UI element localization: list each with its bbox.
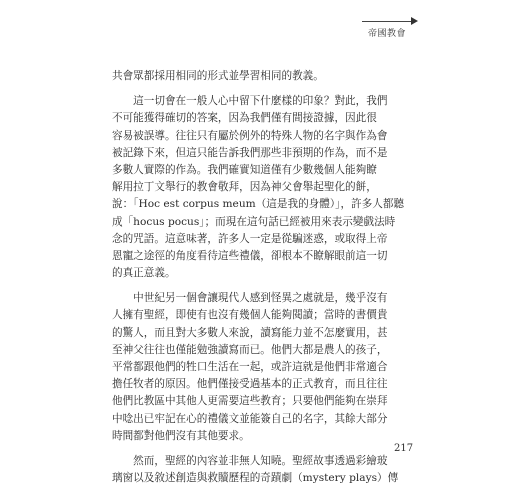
running-head-rule: [362, 21, 412, 22]
page-number: 217: [394, 443, 414, 454]
text-line: 解用拉丁文舉行的教會敬拜，因為神父會舉起聖化的餅，: [112, 181, 377, 194]
text-line: 念的咒語。這意味著，許多人一定是從騙迷惑，或取得上帝: [112, 232, 388, 245]
text-line: 中世紀另一個會讓現代人感到怪異之處就是，幾乎沒有: [112, 292, 388, 305]
text-line: 這一切會在一般人心中留下什麼樣的印象？對此，我們: [112, 95, 388, 108]
text-line: 共會眾都採用相同的形式並學習相同的教義。: [112, 70, 324, 82]
text-line: 說：「Hoc est corpus meum（這是我的身體）」，許多人都聽: [112, 198, 404, 211]
text-line: 恩寵之途徑的角度看待這些禮儀，卻根本不瞭解眼前這一切: [112, 249, 388, 262]
text-line: 平常都跟他們的牲口生活在一起，或許這就是他們非常適合: [112, 361, 388, 373]
text-line: 他們比教區中其他人更需要這些教育；只要他們能夠在崇拜: [112, 395, 388, 408]
text-line: 不可能獲得確切的答案，因為我們僅有間接證據，因此很: [112, 112, 377, 125]
text-line: 多數人實際的作為。我們確實知道僅有少數幾個人能夠瞭: [112, 163, 377, 176]
paragraph: [112, 68, 417, 85]
paragraph: [112, 290, 417, 445]
text-line: 的真正意義。: [112, 267, 176, 280]
paragraph: [112, 453, 417, 487]
text-line: 成「hocus pocus」；而現在這句話已經被用來表示變戲法時: [112, 215, 396, 228]
arrow-marker-icon: [411, 17, 418, 25]
text-line: 時間都對他們沒有其他要求。: [112, 429, 250, 442]
text-line: 然而，聖經的內容並非無人知曉。聖經故事透過彩繪玻: [112, 454, 388, 467]
text-line: 中唸出已牢記在心的禮儀文並能簽自己的名字，其餘大部分: [112, 412, 388, 425]
text-line: 至神父往往也僅能勉強讀寫而已。他們大都是農人的孩子，: [112, 343, 388, 356]
text-line: 被記錄下來，但這只能告訴我們那些非預期的作為，而不是: [112, 146, 388, 159]
text-line: 璃窗以及敘述創造與救贖歷程的奇蹟劇（mystery plays）傳: [112, 472, 399, 485]
paragraph-gap: [112, 445, 417, 453]
paragraph-gap: [112, 85, 417, 93]
paragraph-gap: [112, 282, 417, 290]
paragraph: [112, 93, 417, 282]
text-line: 的驚人，而且對大多數人來說，讀寫能力並不怎麼實用，甚: [112, 326, 388, 339]
running-head: [362, 16, 418, 46]
text-line: 容易被誤導。往往只有屬於例外的特殊人物的名字與作為會: [112, 129, 388, 142]
text-line: 擔任牧者的原因。他們僅接受過基本的正式教育，而且往往: [112, 378, 388, 391]
running-head-title: 帝國教會: [368, 29, 407, 39]
body-text: [112, 68, 417, 487]
text-line: 人擁有聖經，即使有也沒有幾個人能夠閱讀；當時的書價貴: [112, 309, 388, 322]
